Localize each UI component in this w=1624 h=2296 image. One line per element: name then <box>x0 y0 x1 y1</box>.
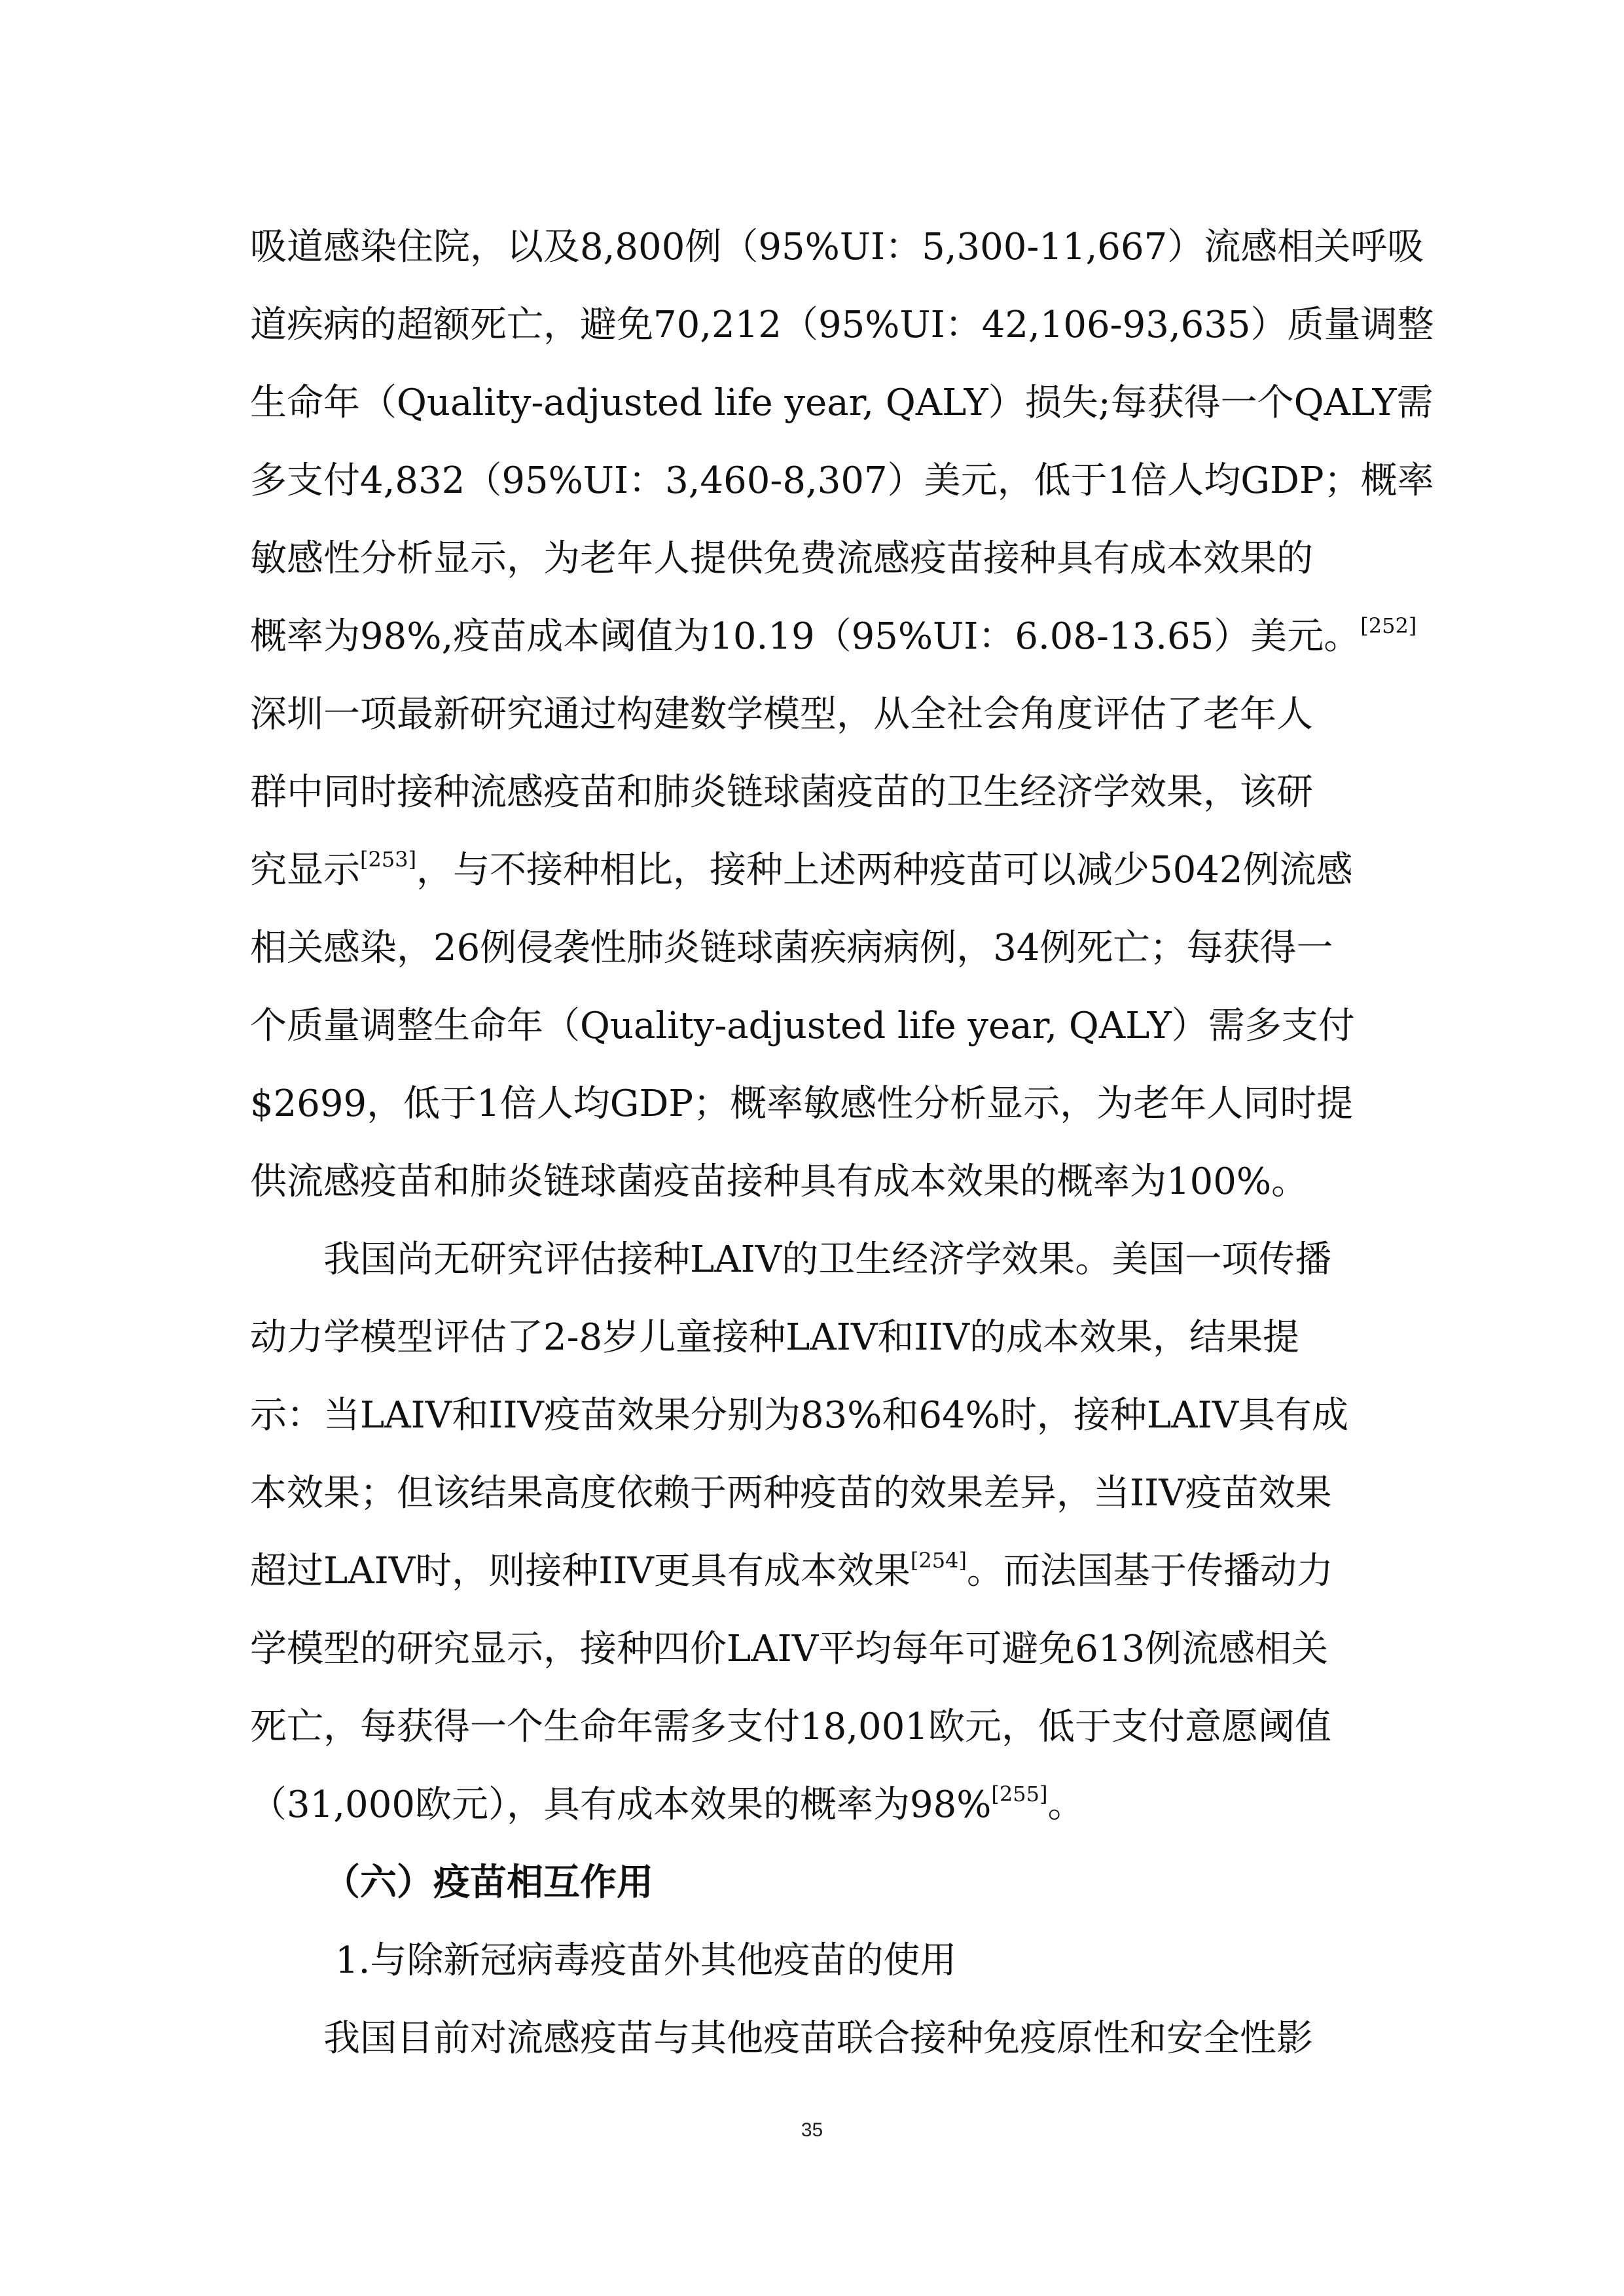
text-line: 供流感疫苗和肺炎链球菌疫苗接种具有成本效果的概率为100%。 <box>250 1160 1308 1203</box>
citation-252: [252] <box>1360 613 1417 638</box>
subsection-heading: 1.与除新冠病毒疫苗外其他疫苗的使用 <box>335 1939 957 1982</box>
section-heading: （六）疫苗相互作用 <box>323 1861 653 1904</box>
paragraph-start-line: 我国目前对流感疫苗与其他疫苗联合接种免疫原性和安全性影 <box>323 2017 1313 2060</box>
text-line: 生命年（Quality-adjusted life year, QALY）损失;每获得一个QALY需 <box>250 382 1434 424</box>
line-text: （31,000欧元），具有成本效果的概率为98% <box>250 1784 992 1826</box>
text-line-with-citation <box>250 1532 1375 1610</box>
text-line: 示：当LAIV和IIV疫苗效果分别为83%和64%时，接种LAIV具有成 <box>250 1394 1349 1437</box>
text-line: 本效果；但该结果高度依赖于两种疫苗的效果差异，当IIV疫苗效果 <box>250 1472 1332 1515</box>
citation-253: [253] <box>360 847 417 872</box>
line-text: 究显示 <box>250 849 360 891</box>
text-line: 学模型的研究显示，接种四价LAIV平均每年可避免613例流感相关 <box>250 1628 1329 1670</box>
text-line: 深圳一项最新研究通过构建数学模型，从全社会角度评估了老年人 <box>250 693 1313 736</box>
text-line: 个质量调整生命年（Quality-adjusted life year, QALY）需多支付 <box>250 1005 1355 1047</box>
text-line: 死亡，每获得一个生命年需多支付18,001欧元，低于支付意愿阈值 <box>250 1706 1331 1748</box>
text-line: 群中同时接种流感疫苗和肺炎链球菌疫苗的卫生经济学效果，该研 <box>250 771 1313 814</box>
text-line: $2699，低于1倍人均GDP；概率敏感性分析显示，为老年人同时提 <box>250 1083 1354 1125</box>
page-body <box>250 208 1434 2077</box>
text-line: 相关感染，26例侵袭性肺炎链球菌疾病病例，34例死亡；每获得一 <box>250 927 1333 969</box>
line-text: 超过LAIV时，则接种IIV更具有成本效果 <box>250 1550 911 1592</box>
text-line-with-citation <box>250 831 1375 909</box>
text-line: 道疾病的超额死亡，避免70,212（95%UI：42,106-93,635）质量调整 <box>250 304 1434 346</box>
line-text: ，与不接种相比，接种上述两种疫苗可以减少5042例流感 <box>416 849 1353 891</box>
line-text: 。 <box>1047 1784 1085 1826</box>
text-line-with-citation <box>250 598 1417 675</box>
text-line: 敏感性分析显示，为老年人提供免费流感疫苗接种具有成本效果的 <box>250 537 1313 580</box>
citation-255: [255] <box>991 1782 1048 1806</box>
line-text: 。而法国基于传播动力 <box>966 1550 1333 1592</box>
citation-254: [254] <box>910 1548 967 1573</box>
line-text: 概率为98%,疫苗成本阈值为10.19（95%UI：6.08-13.65）美元。 <box>250 615 1361 658</box>
text-line: 动力学模型评估了2-8岁儿童接种LAIV和IIV的成本效果，结果提 <box>250 1316 1300 1359</box>
paragraph-start-line: 我国尚无研究评估接种LAIV的卫生经济学效果。美国一项传播 <box>323 1238 1332 1281</box>
text-line: 吸道感染住院，以及8,800例（95%UI：5,300-11,667）流感相关呼吸 <box>250 226 1424 268</box>
text-line: 多支付4,832（95%UI：3,460-8,307）美元，低于1倍人均GDP；概率 <box>250 459 1434 502</box>
text-line-with-citation <box>250 1766 1375 1844</box>
page-number: 35 <box>801 2119 823 2141</box>
